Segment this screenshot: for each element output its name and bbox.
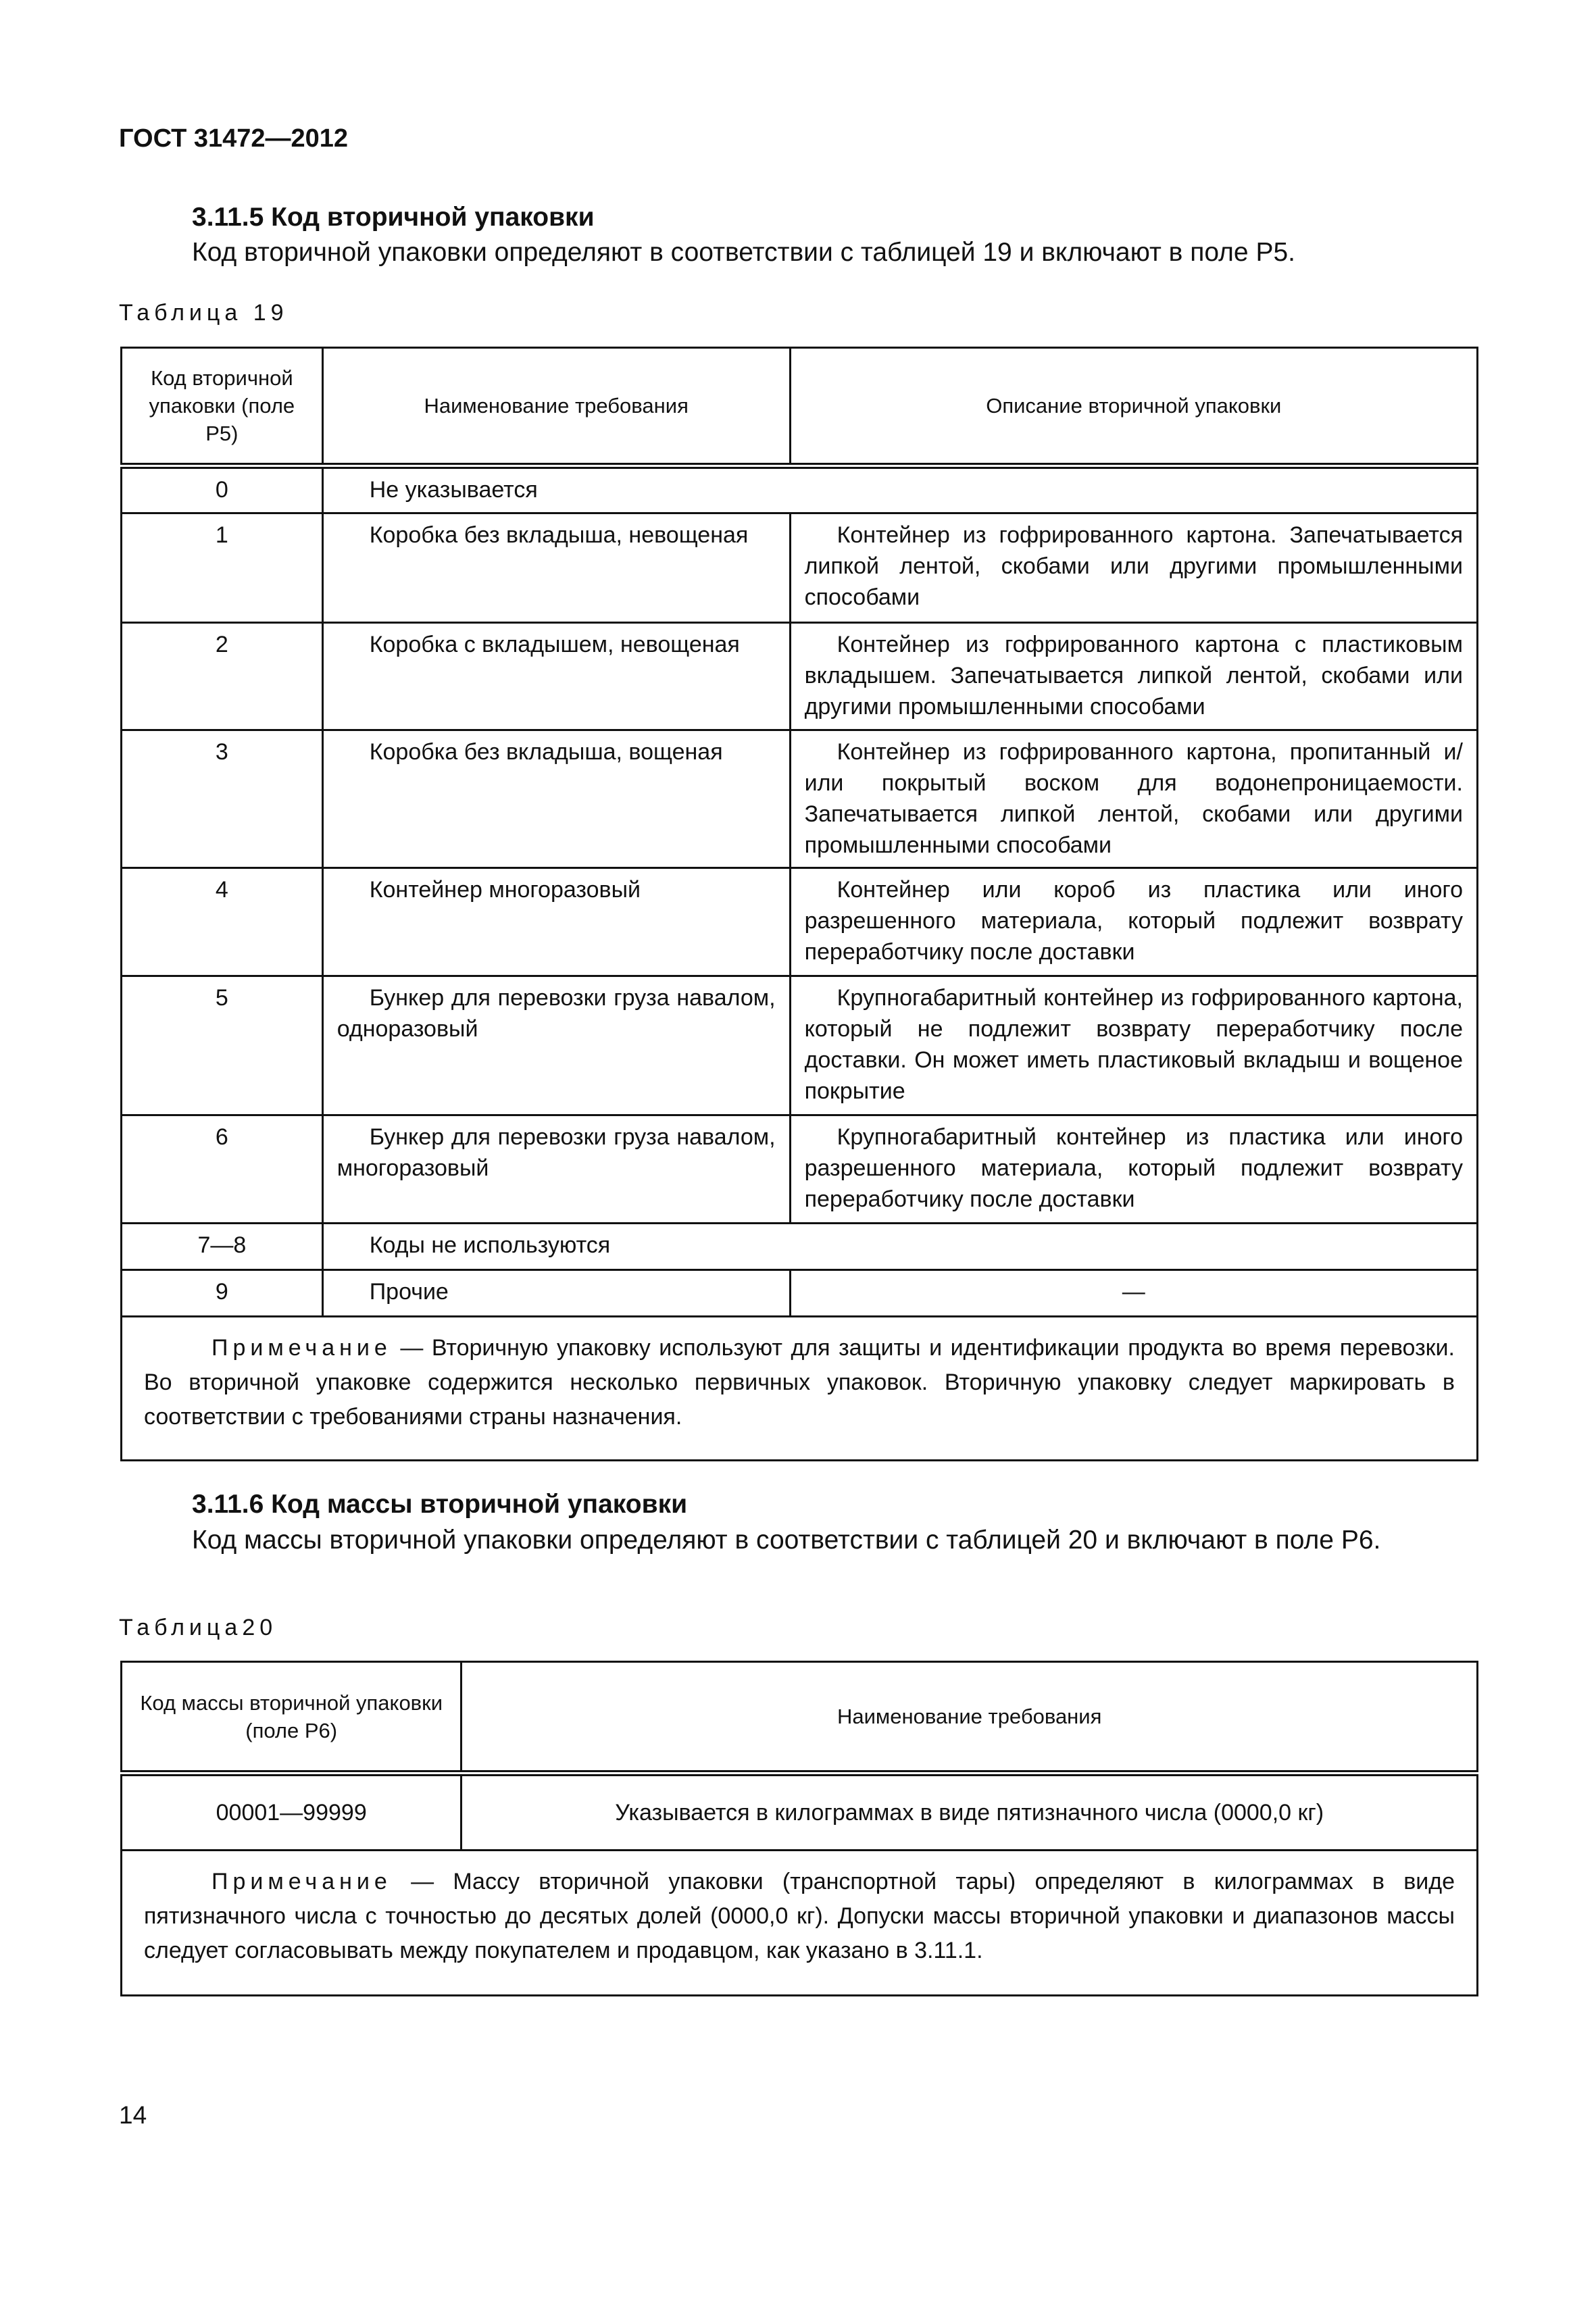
page-number: 14 [119,2101,147,2129]
table-19-code-cell: 5 [122,976,323,1115]
document-header: ГОСТ 31472—2012 [119,124,349,153]
table-row [122,623,1478,730]
section-3-11-5-title: 3.11.5 Код вторичной упаковки [192,203,595,232]
table-19-caption-number: 19 [253,300,289,326]
table-19-code-cell: 1 [122,513,323,623]
table-row [122,513,1478,623]
table-20-header-name: Наименование требования [462,1662,1478,1774]
table-19-note-label: Примечание [211,1335,392,1361]
table-row [122,868,1478,976]
section-3-11-5-text: Код вторичной упаковки определяют в соответствии с таблицей 19 и включают в поле P5. [192,238,1295,267]
table-20-note-text: — Массу вторичной упаковки (транспортной тары) определяют в килограммах в виде пятизначного числа с точностью до десятых долей (0000,0 кг). Допуски массы вторичной упаковки и диапазонов массы следует согласовывать между покупателем и продавцом, как указано в 3.11.1. [144,1869,1455,1963]
table-19-desc-cell: Контейнер из гофрированного картона, пропитанный и/или покрытый воском для водонепроницаемости. Запечатывается липкой лентой, скобами или другими промышленными способами [790,730,1477,868]
table-20-code-cell: 00001—99999 [122,1774,462,1851]
table-19 [120,347,1478,1461]
section-3-11-6-title: 3.11.6 Код массы вторичной упаковки [192,1490,688,1519]
table-19-caption-prefix: Таблица [119,300,243,326]
table-19-desc-cell: Контейнер из гофрированного картона. Запечатывается липкой лентой, скобами или другими промышленными способами [790,513,1477,623]
table-19-name-cell: Бункер для перевозки груза навалом, одноразовый [322,976,790,1115]
table-19-name-cell: Прочие [322,1270,790,1317]
table-row [122,1774,1478,1851]
table-20-header-code: Код массы вторичной упаковки (поле P6) [122,1662,462,1774]
table-19-name-cell: Коды не используются [322,1224,1477,1270]
table-19-code-cell: 7—8 [122,1224,323,1270]
table-20-caption-prefix: Таблица [119,1615,243,1640]
table-20-note [122,1851,1478,1996]
table-19-header-code: Код вторичной упаковки (поле P5) [122,348,323,466]
table-19-desc-cell: — [790,1270,1477,1317]
table-20-caption [119,1615,277,1641]
table-19-code-cell: 3 [122,730,323,868]
table-19-code-cell: 4 [122,868,323,976]
table-19-name-cell: Коробка без вкладыша, невощеная [322,513,790,623]
table-19-name-cell: Коробка с вкладышем, невощеная [322,623,790,730]
table-19-name-cell: Не указывается [322,466,1477,513]
table-19-code-cell: 2 [122,623,323,730]
table-19-note-row [122,1317,1478,1461]
table-19-note-text: — Вторичную упаковку используют для защиты и идентификации продукта во время перевозки. Во вторичной упаковке содержится несколько первичных упаковок. Вторичную упаковку следует маркировать в соответствии с требованиями страны назначения. [144,1335,1455,1430]
table-20 [120,1661,1478,1996]
table-20-name-cell: Указывается в килограммах в виде пятизначного числа (0000,0 кг) [462,1774,1478,1851]
table-19-code-cell: 9 [122,1270,323,1317]
table-row [122,730,1478,868]
table-row [122,1270,1478,1317]
table-20-header-row [122,1662,1478,1774]
table-19-name-cell: Коробка без вкладыша, вощеная [322,730,790,868]
table-19-header-desc: Описание вторичной упаковки [790,348,1477,466]
table-20-caption-number: 20 [242,1615,278,1640]
table-19-caption [119,300,289,326]
table-19-note [122,1317,1478,1461]
table-19-header-row [122,348,1478,466]
table-19-header-name: Наименование требования [322,348,790,466]
table-19-name-cell: Контейнер многоразовый [322,868,790,976]
table-19-code-cell: 6 [122,1115,323,1224]
table-19-desc-cell: Крупногабаритный контейнер из пластика или иного разрешенного материала, который подлежит возврату переработчику после доставки [790,1115,1477,1224]
table-19-desc-cell: Крупногабаритный контейнер из гофрированного картона, который не подлежит возврату переработчику после доставки. Он может иметь пластиковый вкладыш и вощеное покрытие [790,976,1477,1115]
table-20-note-label: Примечание [211,1869,392,1894]
table-19-desc-cell: Контейнер или короб из пластика или иного разрешенного материала, который подлежит возврату переработчику после доставки [790,868,1477,976]
table-19-code-cell: 0 [122,466,323,513]
table-row [122,466,1478,513]
table-row [122,1224,1478,1270]
table-row [122,976,1478,1115]
table-20-note-row [122,1851,1478,1996]
table-row [122,1115,1478,1224]
section-3-11-6-text: Код массы вторичной упаковки определяют в соответствии с таблицей 20 и включают в поле P6. [192,1526,1381,1555]
table-19-name-cell: Бункер для перевозки груза навалом, многоразовый [322,1115,790,1224]
table-19-desc-cell: Контейнер из гофрированного картона с пластиковым вкладышем. Запечатывается липкой лентой, скобами или другими промышленными способами [790,623,1477,730]
